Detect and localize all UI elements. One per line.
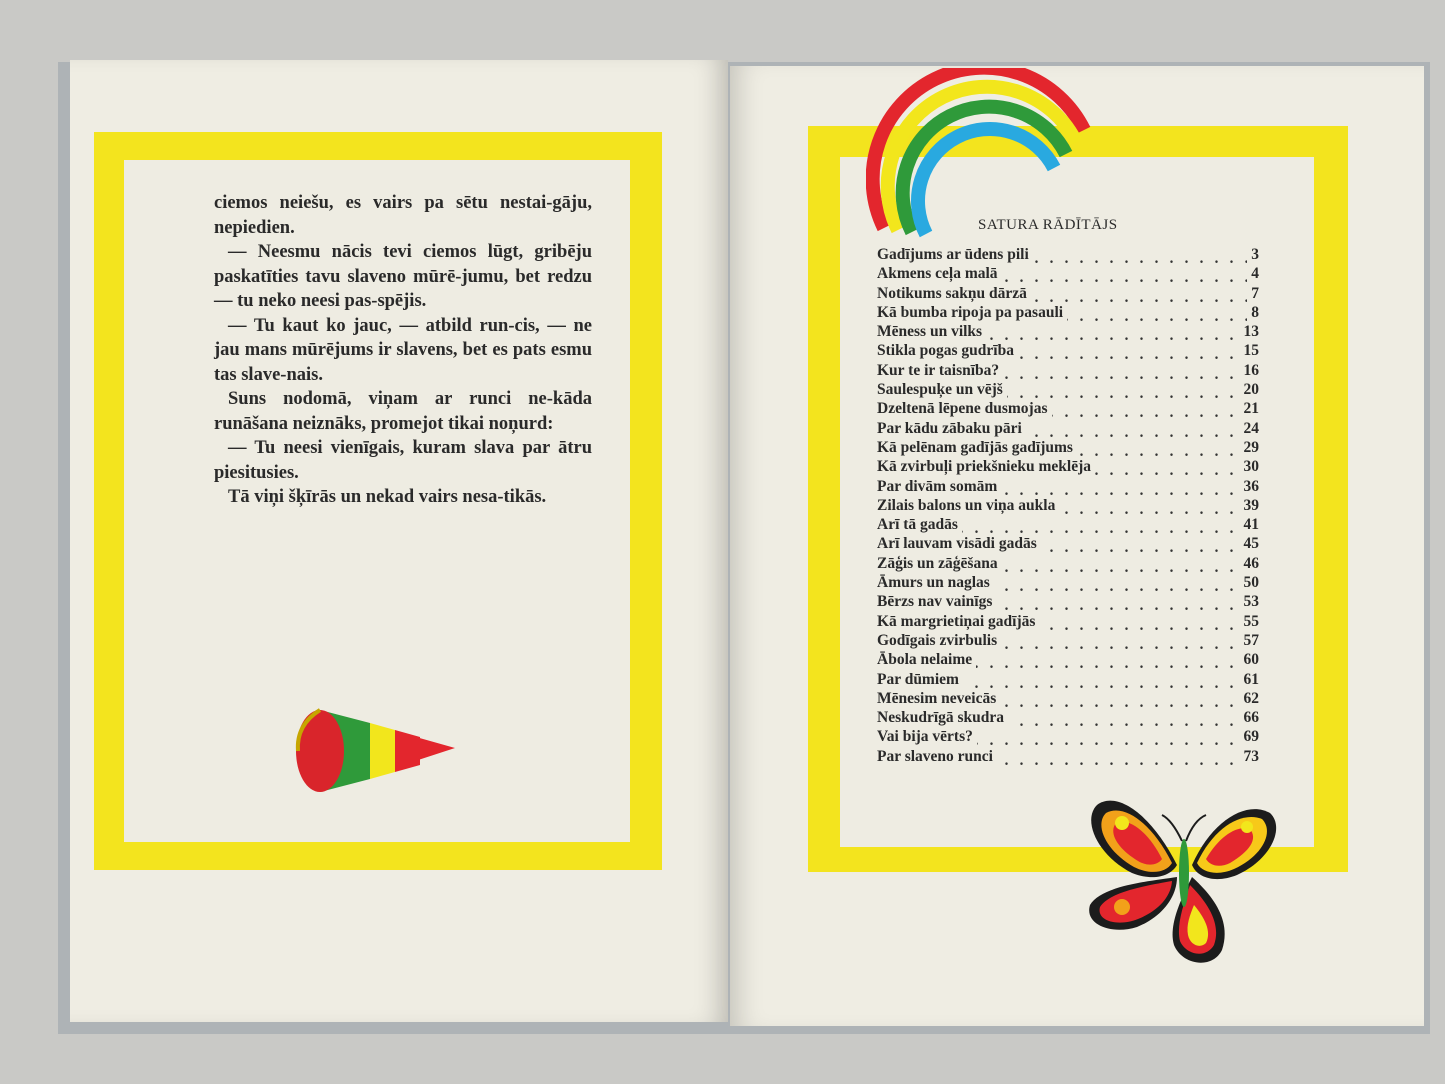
- toc-entry: [877, 361, 1259, 380]
- toc-entry: [877, 534, 1259, 553]
- story-paragraph: ciemos neiešu, es vairs pa sētu nestai-gāju, nepiedien.: [214, 193, 592, 238]
- toc-entry-page: 55: [1240, 612, 1260, 631]
- toc-entry-title: Par kādu zābaku pāri: [877, 420, 1026, 437]
- toc-entry: [877, 399, 1259, 418]
- toc-entry-page: 13: [1240, 322, 1260, 341]
- toc-entry-title: Neskudrīgā skudra: [877, 709, 1008, 726]
- toc-entry-page: 30: [1240, 457, 1260, 476]
- toc-entry-page: 57: [1240, 631, 1260, 650]
- toc-entry-title: Kā pelēnam gadījās gadījums: [877, 439, 1077, 456]
- toc-entry: [877, 515, 1259, 534]
- toc-entry-title: Mēnesim neveicās: [877, 690, 1000, 707]
- story-paragraph: Suns nodomā, viņam ar runci ne-kāda runāšana neiznāks, promejot tikai noņurd:: [214, 389, 592, 434]
- toc-entry-page: 66: [1240, 708, 1260, 727]
- toc-entry-page: 41: [1240, 515, 1260, 534]
- toc-entry: [877, 264, 1259, 283]
- toc-entry-title: Mēness un vilks: [877, 323, 986, 340]
- toc-entry: [877, 380, 1259, 399]
- toc-entry-page: 53: [1240, 592, 1260, 611]
- toc-entry-page: 21: [1240, 399, 1260, 418]
- toc-entry: [877, 708, 1259, 727]
- toc-entry: [877, 592, 1259, 611]
- toc-entry-title: Kur te ir taisnība?: [877, 362, 1003, 379]
- toc-entry-page: 3: [1247, 245, 1259, 264]
- toc-entry-page: 46: [1240, 554, 1260, 573]
- toc-entry-page: 16: [1240, 361, 1260, 380]
- story-paragraph: — Tu neesi vienīgais, kuram slava par ātru piesitusies.: [214, 438, 592, 483]
- toc-entry-page: 45: [1240, 534, 1260, 553]
- toc-entry-page: 20: [1240, 380, 1260, 399]
- toc-entry: [877, 303, 1259, 322]
- toc-entry-title: Zilais balons un viņa aukla: [877, 497, 1059, 514]
- toc-entry: [877, 631, 1259, 650]
- toc-entry-title: Akmens ceļa malā: [877, 265, 1002, 282]
- toc-entry-title: Gadījums ar ūdens pili: [877, 246, 1033, 263]
- toc-entry: [877, 322, 1259, 341]
- toc-entry-title: Kā margrietiņai gadījās: [877, 613, 1039, 630]
- toc-entry-title: Arī tā gadās: [877, 516, 962, 533]
- toc-entry-title: Par divām somām: [877, 478, 1001, 495]
- toc-entry-page: 73: [1240, 747, 1260, 766]
- toc-entry-title: Notikums sakņu dārzā: [877, 285, 1031, 302]
- toc-entry-page: 60: [1240, 650, 1260, 669]
- toc-entry-page: 8: [1247, 303, 1259, 322]
- toc-entry-title: Bērzs nav vainīgs: [877, 593, 996, 610]
- toc-entry-page: 4: [1247, 264, 1259, 283]
- rainbow-illustration: [866, 68, 1096, 238]
- story-paragraph: Tā viņi šķīrās un nekad vairs nesa-tikās.: [228, 487, 547, 507]
- toc-title: SATURA RĀDĪTĀJS: [978, 217, 1118, 233]
- toc-entry: [877, 573, 1259, 592]
- toc-entry-title: Godīgais zvirbulis: [877, 632, 1001, 649]
- toc-entry: [877, 689, 1259, 708]
- toc-entry-title: Stikla pogas gudrība: [877, 342, 1018, 359]
- story-paragraph: — Tu kaut ko jauc, — atbild run-cis, — ne jau mans mūrējums ir slavens, bet es pats esmu tas slave-nais.: [214, 315, 592, 385]
- toc-entry-title: Dzeltenā lēpene dusmojas: [877, 400, 1052, 417]
- toc-entry: [877, 496, 1259, 515]
- butterfly-illustration: [1082, 785, 1287, 975]
- cone-illustration: [290, 705, 460, 800]
- toc-entry-title: Kā zvirbuļi priekšnieku meklēja: [877, 458, 1095, 475]
- toc-entry: [877, 457, 1259, 476]
- toc-entry: [877, 670, 1259, 689]
- toc-entry: [877, 341, 1259, 360]
- toc-entry-page: 36: [1240, 477, 1260, 496]
- toc-entry: [877, 477, 1259, 496]
- toc-entry: [877, 747, 1259, 766]
- toc-entry-page: 24: [1240, 419, 1260, 438]
- toc-entry-title: Par dūmiem: [877, 671, 963, 688]
- toc-entry-title: Āmurs un naglas: [877, 574, 994, 591]
- toc-entry-page: 39: [1240, 496, 1260, 515]
- toc-entry-page: 29: [1240, 438, 1260, 457]
- story-text: [214, 191, 592, 510]
- toc-entry: [877, 438, 1259, 457]
- toc-entry-page: 69: [1240, 727, 1260, 746]
- toc-list: [877, 245, 1259, 766]
- toc-entry-title: Par slaveno runci: [877, 748, 997, 765]
- toc-entry: [877, 245, 1259, 264]
- toc-entry: [877, 419, 1259, 438]
- toc-entry-page: 7: [1247, 284, 1259, 303]
- toc-entry: [877, 612, 1259, 631]
- toc-entry-title: Vai bija vērts?: [877, 728, 977, 745]
- toc-entry: [877, 650, 1259, 669]
- toc-entry-title: Ābola nelaime: [877, 651, 976, 668]
- story-paragraph: — Neesmu nācis tevi ciemos lūgt, gribēju paskatīties tavu slaveno mūrē-jumu, bet redzu — tu neko neesi pas-spējis.: [214, 242, 592, 311]
- toc-entry-page: 50: [1240, 573, 1260, 592]
- toc-entry-page: 15: [1240, 341, 1260, 360]
- toc-entry-page: 62: [1240, 689, 1260, 708]
- toc-entry-title: Saulespuķe un vējš: [877, 381, 1007, 398]
- toc-entry-title: Arī lauvam visādi gadās: [877, 535, 1041, 552]
- toc-entry-title: Zāģis un zāģēšana: [877, 555, 1002, 572]
- toc-entry-title: Kā bumba ripoja pa pasauli: [877, 304, 1067, 321]
- toc-entry: [877, 554, 1259, 573]
- toc-entry: [877, 727, 1259, 746]
- toc-entry-page: 61: [1240, 670, 1260, 689]
- toc-entry: [877, 284, 1259, 303]
